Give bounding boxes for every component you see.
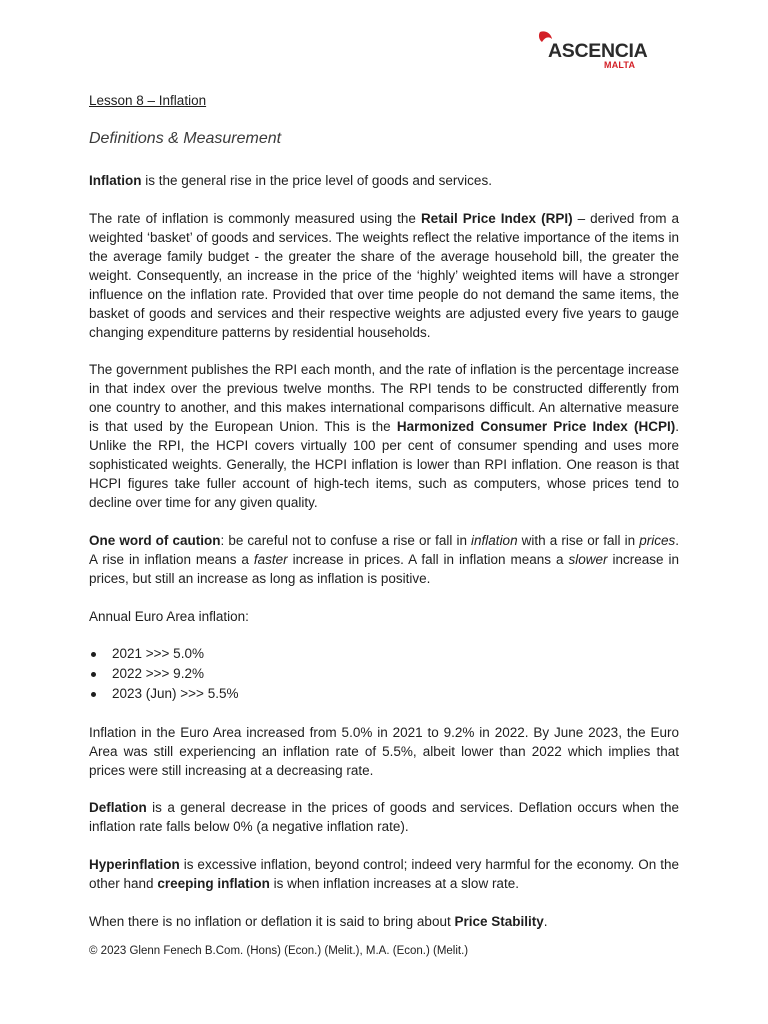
text: : be careful not to confuse a rise or fall in: [220, 533, 472, 548]
logo-sub: MALTA: [604, 60, 636, 70]
term-deflation: Deflation: [89, 800, 147, 815]
paragraph-euro-intro: Annual Euro Area inflation:: [89, 609, 249, 624]
text: is the general rise in the price level of goods and services.: [141, 173, 492, 188]
term-caution: One word of caution: [89, 533, 221, 548]
paragraph-rpi: [89, 209, 679, 342]
list-item: 2023 (Jun) >>> 5.5%: [89, 684, 679, 704]
list-item: 2022 >>> 9.2%: [89, 664, 679, 684]
term-rpi: Retail Price Index (RPI): [420, 211, 573, 226]
text: The rate of inflation is commonly measured using the: [89, 211, 421, 226]
copyright-footer: © 2023 Glenn Fenech B.Com. (Hons) (Econ.) (Melit.), M.A. (Econ.) (Melit.): [89, 945, 469, 957]
text: – derived from a weighted ‘basket’ of goods and services. The weights reflect the relative importance of the items in the average family budget - the greater the share of the average household bill, the greater the weight. Consequently, an increase in the price of the ‘highly’ weighted items will have a stronger influence on the inflation rate. Provided that over time people do not demand the same items, the basket of goods and services and their respective weights are adjusted every five years to gauge changing expenditure patterns by residential households.: [89, 211, 679, 340]
paragraph-caution: [89, 531, 679, 588]
text: is when inflation increases at a slow rate.: [269, 876, 519, 891]
text: slower: [568, 552, 608, 567]
text: prices: [639, 533, 676, 548]
paragraph-price-stability: [89, 912, 679, 931]
list-item: 2021 >>> 5.0%: [89, 644, 679, 664]
inflation-list: [89, 644, 679, 704]
text: increase in prices. A fall in inflation means a: [287, 552, 569, 567]
section-subtitle: Definitions & Measurement: [89, 130, 282, 147]
text: . Unlike the RPI, the HCPI covers virtually 100 per cent of consumer spending and uses more sophisticated weights. Generally, the HCPI inflation is lower than RPI inflation. One reason is that HCPI figures take fuller account of high-tech items, such as computers, whose prices tend to decline over time for any given quality.: [89, 419, 679, 510]
paragraph-euro-analysis: Inflation in the Euro Area increased from 5.0% in 2021 to 9.2% in 2022. By June 2023, the Euro Area was still experiencing an inflation rate of 5.5%, albeit lower than 2022 which implies that prices were still increasing at a decreasing rate.: [89, 725, 679, 778]
text: . A rise in inflation means a: [89, 533, 679, 567]
text: When there is no inflation or deflation it is said to bring about: [89, 914, 455, 929]
text: inflation: [471, 533, 518, 548]
text: increase in prices, but still an increase as long as inflation is positive.: [89, 552, 679, 586]
ascencia-logo: [536, 30, 646, 74]
term-hyperinflation: Hyperinflation: [89, 857, 180, 872]
text: is excessive inflation, beyond control; indeed very harmful for the economy. On the other hand: [89, 857, 679, 891]
text: with a rise or fall in: [517, 533, 640, 548]
text: .: [543, 914, 548, 929]
paragraph-hcpi: [89, 360, 679, 512]
term-hcpi: Harmonized Consumer Price Index (HCPI): [396, 419, 676, 434]
paragraph-deflation: [89, 798, 679, 836]
term-price-stability: Price Stability: [454, 914, 544, 929]
paragraph-inflation-definition: [89, 171, 679, 190]
text: The government publishes the RPI each month, and the rate of inflation is the percentage increase in that index over the previous twelve months. The RPI tends to be constructed differently from one country to another, and this makes international comparisons difficult. An alternative measure is that used by the European Union. This is the: [89, 362, 679, 434]
logo-name: ASCENCIA: [548, 40, 648, 62]
text: faster: [253, 552, 288, 567]
text: is a general decrease in the prices of goods and services. Deflation occurs when the inflation rate falls below 0% (a negative inflation rate).: [89, 800, 679, 834]
paragraph-hyperinflation: [89, 855, 679, 893]
term-inflation: Inflation: [89, 173, 142, 188]
lesson-title: Lesson 8 – Inflation: [89, 93, 207, 108]
term-creeping-inflation: creeping inflation: [157, 876, 270, 891]
